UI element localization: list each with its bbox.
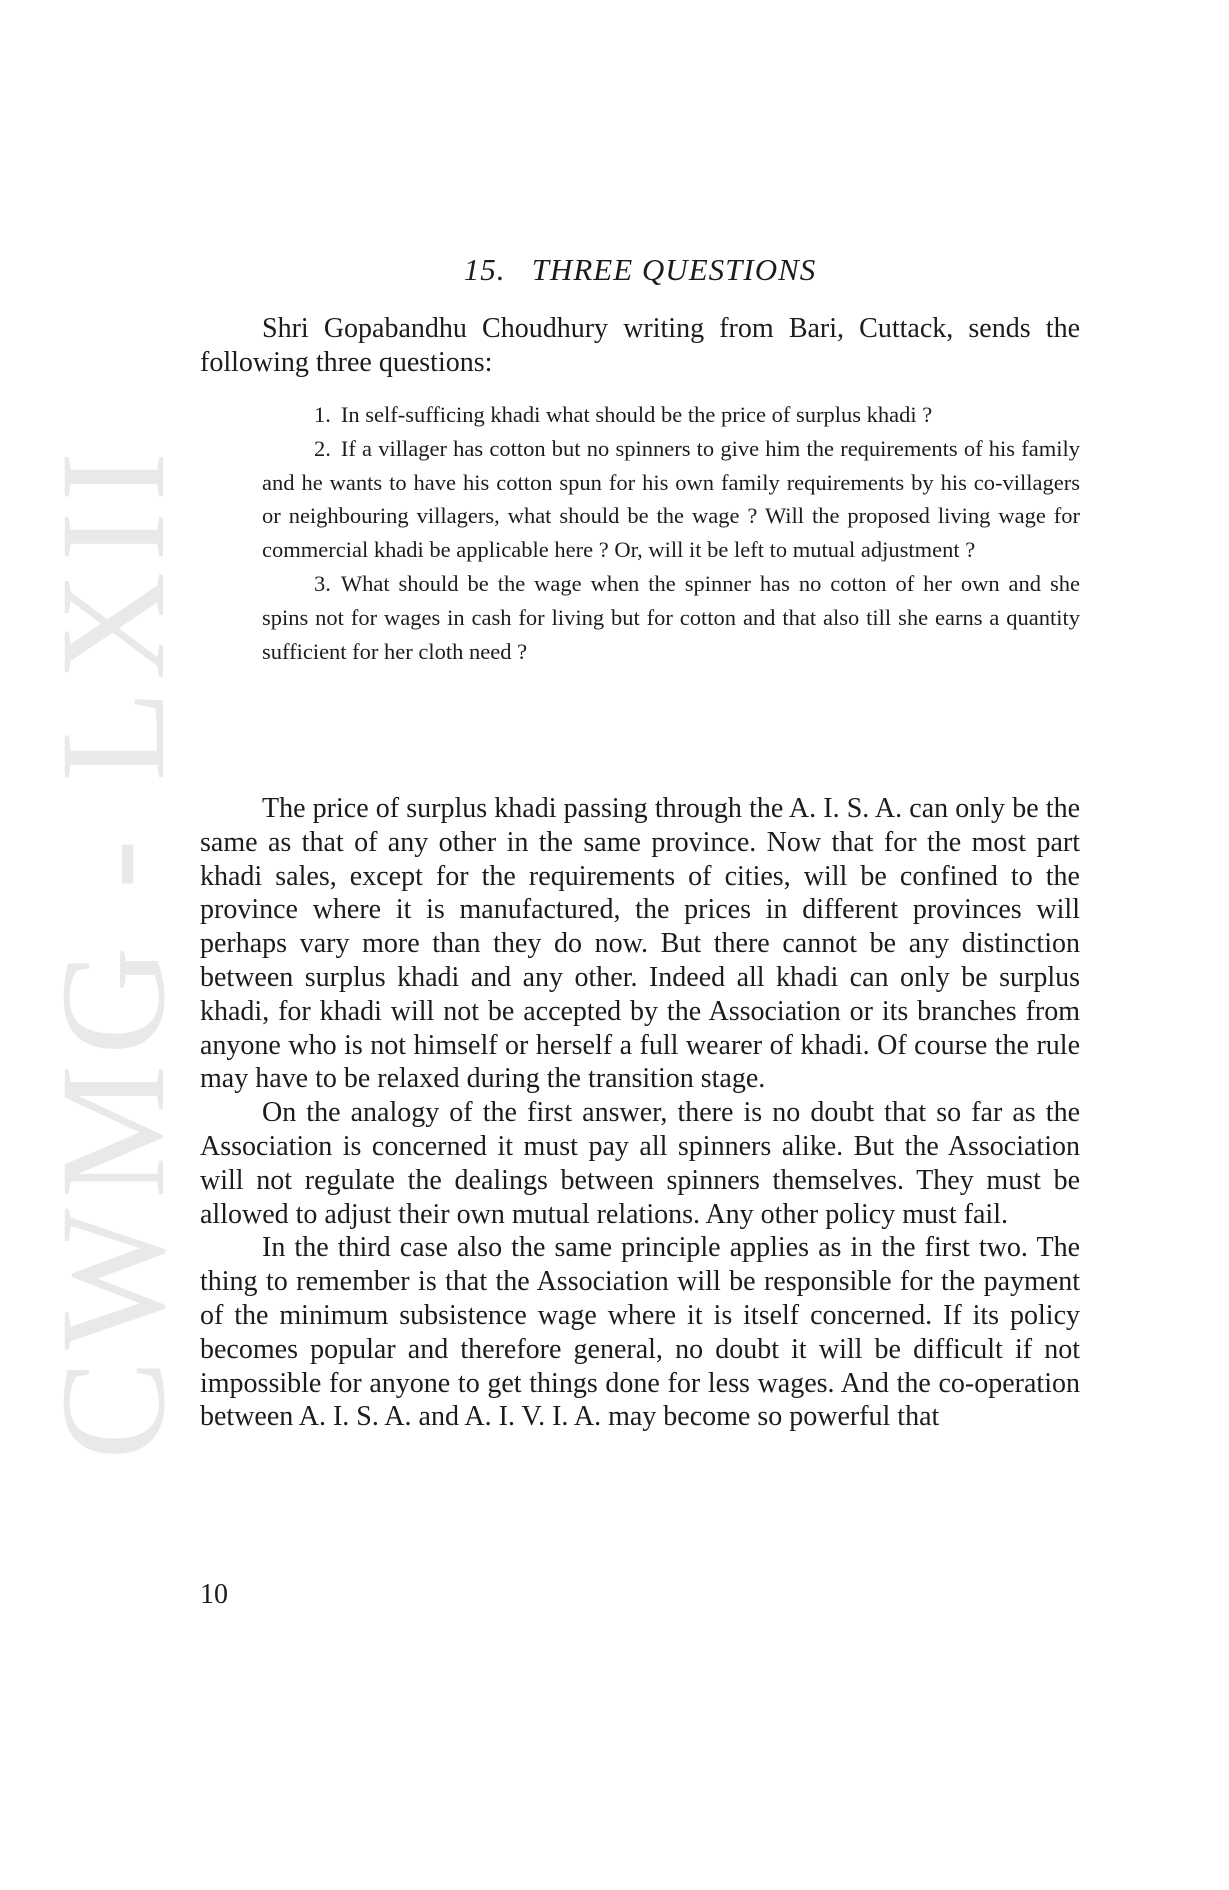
question-text: If a villager has cotton but no spinners to give him the requirements of his family and he wants to have his cotton spun for his own family requirements by his co-villagers or neighbouring villagers, what should be the wage ? Will the proposed living wage for commercial khadi be applicable here ? Or, will it be left to mutual adjustment ? bbox=[262, 435, 1080, 563]
question-item bbox=[262, 432, 1080, 567]
chapter-title: THREE QUESTIONS bbox=[531, 252, 817, 287]
question-number: 1. bbox=[314, 402, 331, 427]
chapter-heading bbox=[200, 252, 1080, 288]
question-number: 2. bbox=[314, 435, 331, 461]
question-list bbox=[262, 398, 1080, 668]
intro-paragraph: Shri Gopabandhu Choudhury writing from Bari, Cuttack, sends the following three questions: bbox=[200, 313, 1080, 378]
question-number: 3. bbox=[314, 570, 331, 596]
page-number: 10 bbox=[200, 1579, 228, 1610]
question-item bbox=[262, 398, 1080, 432]
question-text: In self-sufficing khadi what should be the price of surplus khadi ? bbox=[340, 402, 933, 427]
answer-paragraph: On the analogy of the first answer, there is no doubt that so far as the Association is concerned it must pay all spinners alike. But the Association will not regulate the dealings between spinners themselves. They must be allowed to adjust their own mutual relations. Any other policy must fail. bbox=[200, 1097, 1080, 1230]
chapter-number: 15. bbox=[463, 252, 506, 287]
answer-paragraph: In the third case also the same principle applies as in the first two. The thing to remember is that the Association will be responsible for the payment of the minimum subsistence wage where it is itself concerned. If its policy becomes popular and therefore general, no doubt it will be difficult if not impossible for anyone to get things done for less wages. And the co-operation between A. I. S. A. and A. I. V. I. A. may become so powerful that bbox=[200, 1232, 1080, 1433]
answer-paragraph: The price of surplus khadi passing through the A. I. S. A. can only be the same as that of any other in the same province. Now that for the most part khadi sales, except for the requirements of cities, will be confined to the province where it is manufactured, the prices in different provinces will perhaps vary more than they do now. But there cannot be any distinction between surplus khadi and any other. Indeed all khadi can only be surplus khadi, for khadi will not be accepted by the Association or its branches from anyone who is not himself or herself a full wearer of khadi. Of course the rule may have to be relaxed during the transition stage. bbox=[200, 793, 1080, 1095]
question-text: What should be the wage when the spinner has no cotton of her own and she spins not for wages in cash for living but for cotton and that also till she earns a quantity sufficient for her cloth need ? bbox=[262, 570, 1080, 664]
question-item bbox=[262, 567, 1080, 668]
watermark: CWMG - LXII bbox=[30, 441, 196, 1460]
answer-body bbox=[200, 792, 1080, 1434]
